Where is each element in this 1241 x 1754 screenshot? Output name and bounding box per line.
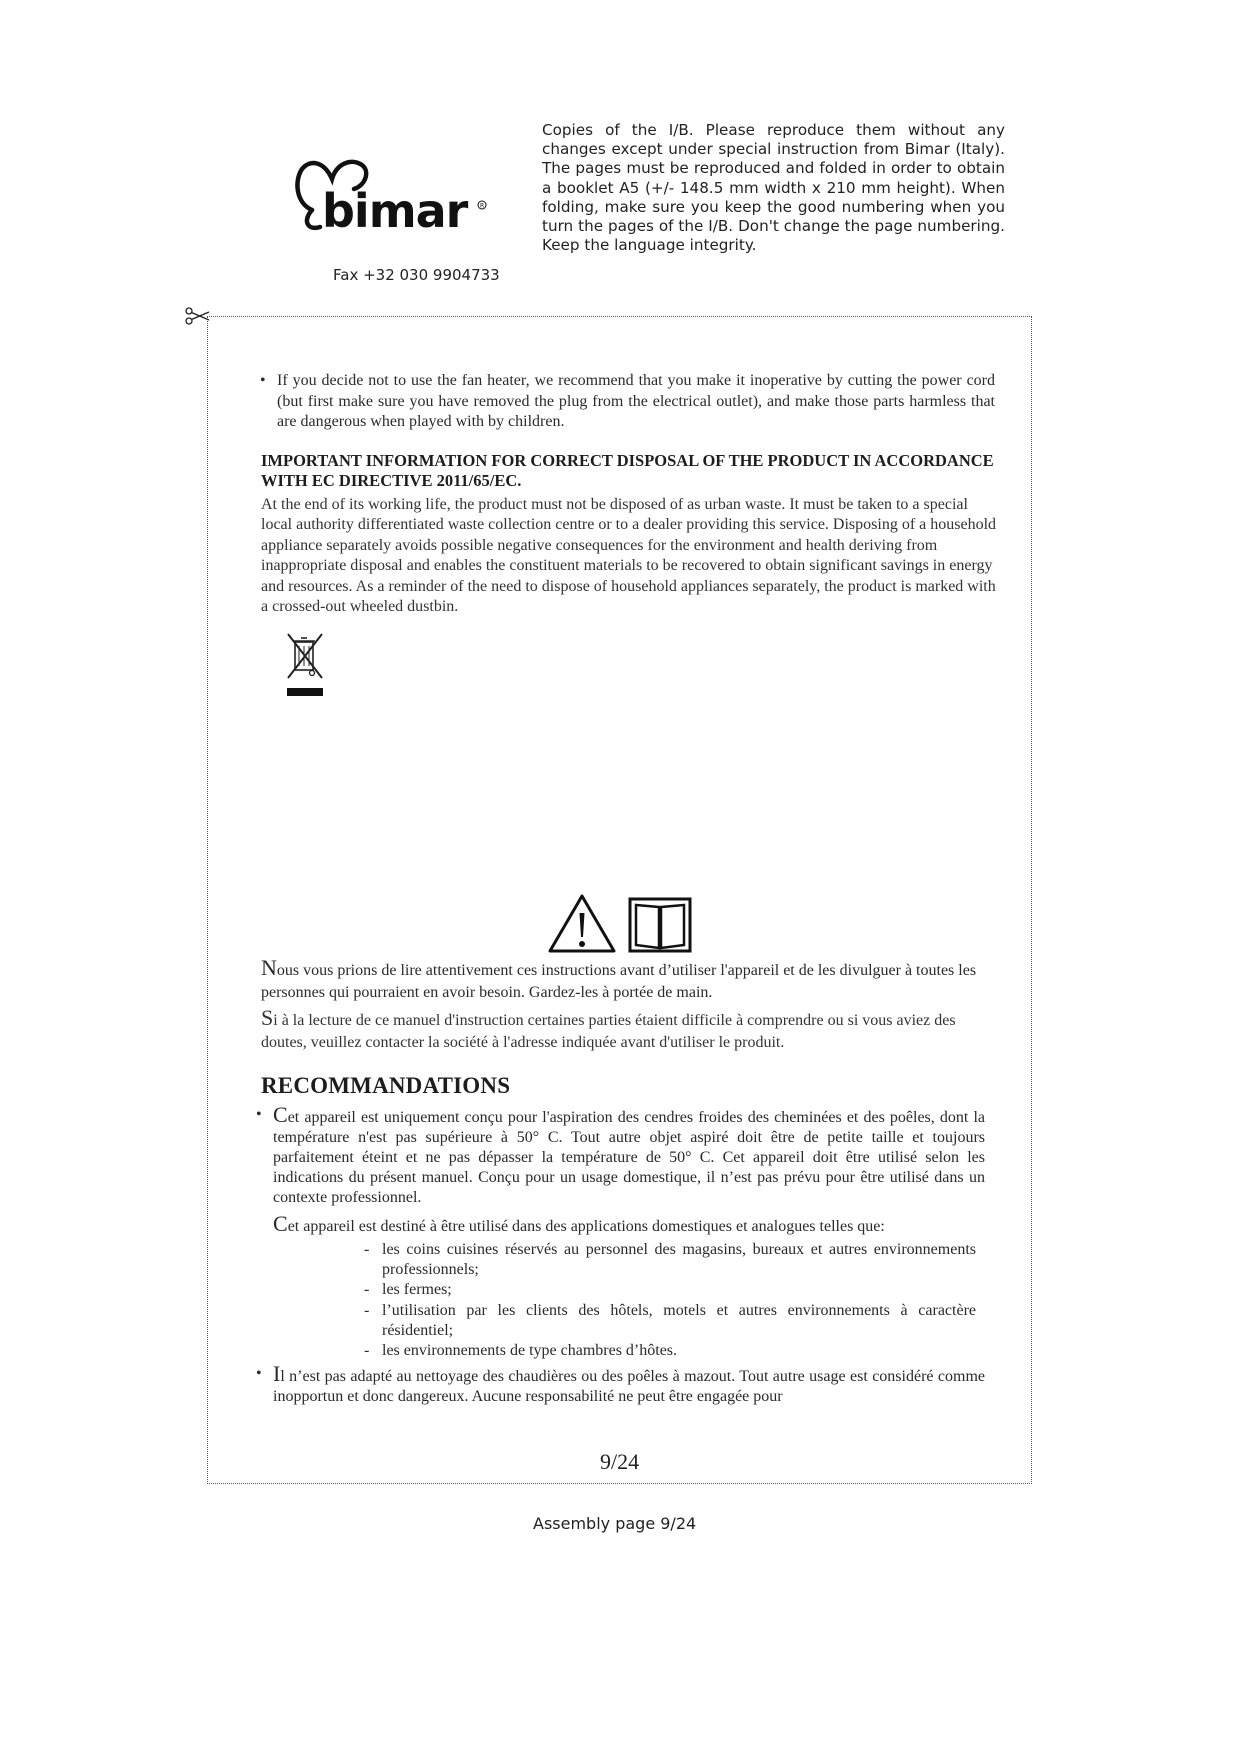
bullet-fan-heater bbox=[260, 371, 995, 433]
intro-contact-company bbox=[261, 1007, 997, 1053]
crossed-out-wheeled-bin-icon bbox=[285, 632, 325, 698]
drop-initial: C bbox=[273, 1211, 288, 1236]
list-item: - les environnements de type chambres d’hôtes. bbox=[364, 1342, 678, 1360]
copy-instructions: Copies of the I/B. Please reproduce them without any changes except under special instruction from Bimar (Italy). The pages must be reproduced and folded in order to obtain a booklet A5 (+/- 148.5 mm width x 210 mm height). When folding, make sure you keep the good numbering when you turn the pages of the I/B. Don't change the page numbering. Keep the language integrity. bbox=[542, 121, 1005, 255]
assembly-page-label: Assembly page 9/24 bbox=[533, 1514, 697, 1533]
list-item: - les fermes; bbox=[364, 1281, 452, 1299]
disposal-body: At the end of its working life, the product must not be disposed of as urban waste. It must be taken to a special local authority differentiated waste collection centre or to a dealer providing this service. Disposing of a household appliance separately avoids possible negative consequences for the environment and health deriving from inappropriate disposal and enables the constituent materials to be recovered to obtain significant savings in energy and resources. As a reminder of the need to dispose of household appliances separately, the product is marked with a crossed-out wheeled dustbin. bbox=[261, 496, 997, 616]
reco-2-text: l n’est pas adapté au nettoyage des chaudières ou des poêles à mazout. Tout autre usage est considéré comme inopportun et donc dangereux. Aucune responsabilité ne peut être engagée pour bbox=[273, 1368, 985, 1405]
warning-triangle-icon bbox=[550, 896, 614, 951]
reco-1-text: et appareil est uniquement conçu pour l'aspiration des cendres froides des cheminées et des poêles, dont la température n'est pas supérieure à 50° C. Tout autre objet aspiré doit être de petite taille et toujours parfaitement éteint et ne pas dépasser la température de 50° C. Cet appareil doit être utilisé selon les indications du présent manuel. Conçu pour un usage domestique, il n’est pas prévu pour être utilisé dans un contexte professionnel. bbox=[273, 1109, 985, 1206]
intro-1-text: ous vous prions de lire attentivement ces instructions avant d’utiliser l'appareil et de les divulguer à toutes les personnes qui pourraient en avoir besoin. Gardez-les à portée de main. bbox=[261, 962, 977, 1001]
fax-number: Fax +32 030 9904733 bbox=[333, 266, 500, 284]
intro-2-text: i à la lecture de ce manuel d'instruction certaines parties étaient difficile à comprendre ou si vous aviez des doutes, veuillez contacter la société à l'adresse indiquée avant d'utiliser le produit. bbox=[261, 1012, 956, 1051]
list-item: - les coins cuisines réservés au personnel des magasins, bureaux et autres environnements professionnels; bbox=[364, 1241, 976, 1279]
section-title-recommandations: RECOMMANDATIONS bbox=[261, 1073, 511, 1098]
logo-wordmark: bimar bbox=[322, 184, 468, 235]
destination-list bbox=[364, 1240, 976, 1361]
bullet-fan-text: If you decide not to use the fan heater, we recommend that you make it inoperative by cutting the power cord (but first make sure you have removed the plug from the electrical outlet), and make those parts harmless that are dangerous when played with by children. bbox=[277, 372, 995, 430]
reco-bullet-not-suitable bbox=[256, 1361, 985, 1407]
page-number: 9/24 bbox=[600, 1449, 640, 1474]
list-item: - l’utilisation par les clients des hôtels, motels et autres environnements à caractère résidentiel; bbox=[364, 1301, 976, 1339]
bullet-dot: • bbox=[256, 1365, 262, 1382]
reco-dest-text: et appareil est destiné à être utilisé dans des applications domestiques et analogues telles que: bbox=[287, 1218, 885, 1235]
drop-initial: I bbox=[273, 1361, 281, 1386]
drop-initial: N bbox=[261, 955, 277, 980]
reco-destination-intro bbox=[273, 1211, 999, 1237]
reco-bullet-usage bbox=[256, 1102, 985, 1208]
drop-initial: C bbox=[273, 1102, 288, 1127]
bullet-dot: • bbox=[260, 372, 266, 389]
warning-and-manual-icons bbox=[548, 893, 694, 957]
drop-initial: S bbox=[261, 1005, 274, 1030]
svg-text:R: R bbox=[480, 202, 485, 210]
disposal-title: IMPORTANT INFORMATION FOR CORRECT DISPOSAL OF THE PRODUCT IN ACCORDANCE WITH EC DIRECTIVE 2011/65/EC. bbox=[261, 451, 994, 490]
bimar-logo bbox=[292, 155, 492, 235]
read-manual-book-icon bbox=[630, 899, 690, 951]
intro-read-instructions bbox=[261, 957, 997, 1003]
scissors-icon bbox=[183, 306, 211, 326]
bullet-dot: • bbox=[256, 1106, 262, 1123]
